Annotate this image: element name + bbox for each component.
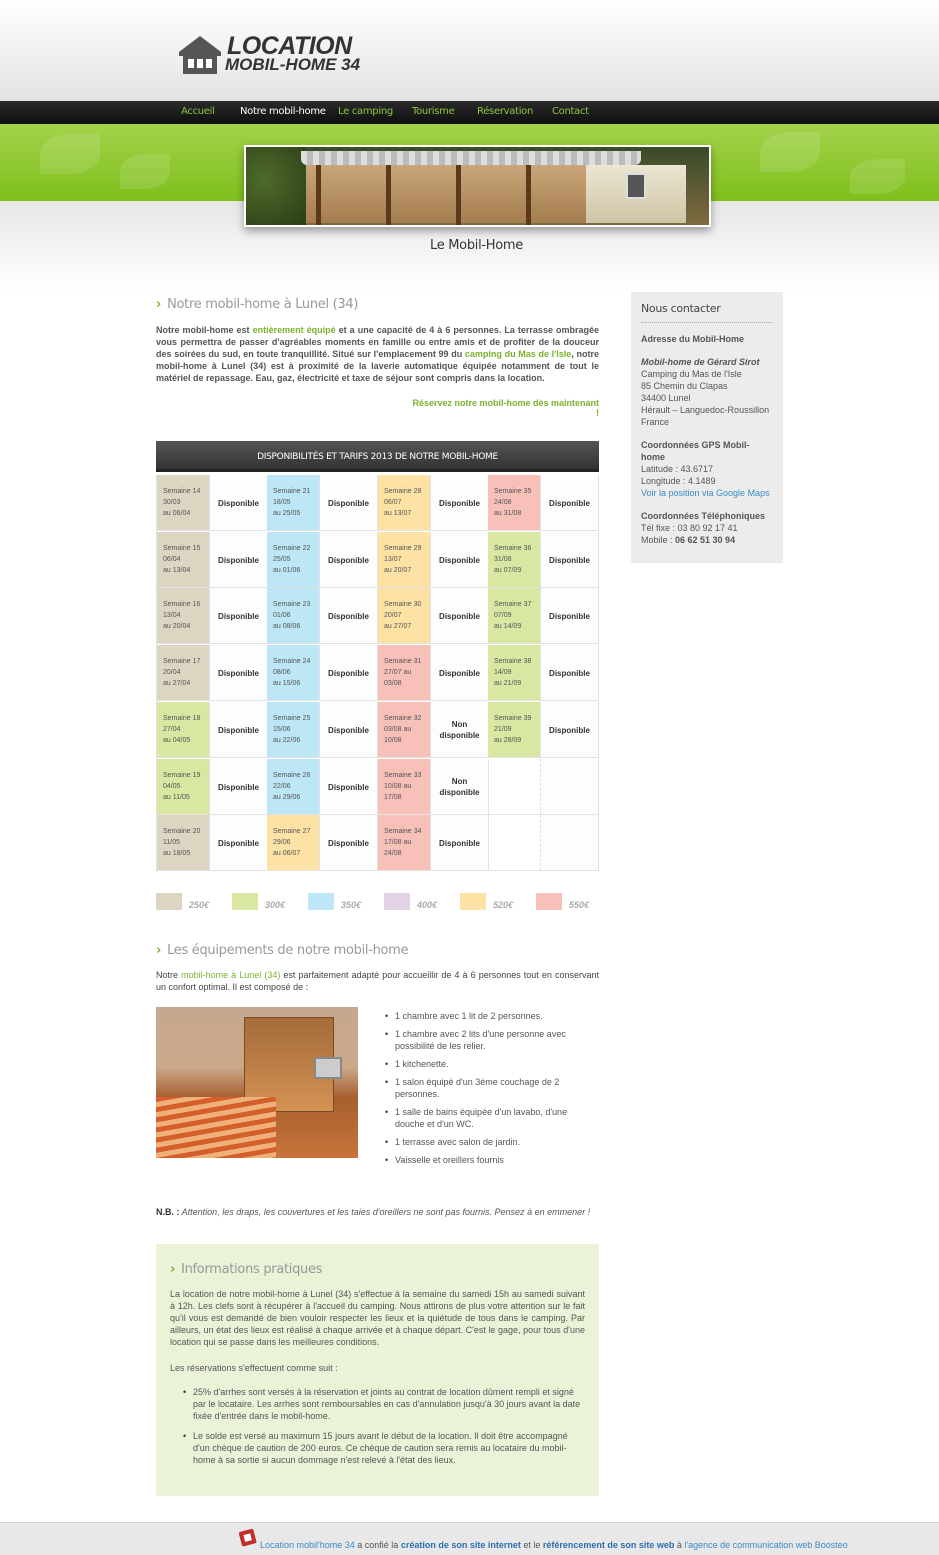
status-cell xyxy=(210,588,268,644)
info-heading-text: Informations pratiques xyxy=(181,1262,323,1277)
week-from: 07/09 xyxy=(494,612,512,619)
status-cell xyxy=(431,759,489,815)
legend-price: 520€ xyxy=(493,900,514,910)
nav-accueil[interactable]: Accueil xyxy=(181,106,215,117)
terrace-post xyxy=(316,165,321,225)
status-cell xyxy=(320,702,378,758)
week-week: Semaine 16 xyxy=(163,601,201,608)
week-from: 13/04 xyxy=(163,612,181,619)
week-week: Semaine 37 xyxy=(494,601,532,608)
week-to: au 01/06 xyxy=(273,567,301,574)
hero-photo xyxy=(244,145,711,227)
week-week: Semaine 26 xyxy=(273,772,311,779)
week-from: 01/06 xyxy=(273,612,291,619)
address-line: 34400 Lunel xyxy=(641,393,691,403)
week-to: au 04/05 xyxy=(163,737,191,744)
status-cell xyxy=(431,532,489,588)
owner-name: Mobil-home de Gérard Sirot xyxy=(641,357,760,367)
week-from: 27/07 au xyxy=(384,669,412,676)
week-to: au 06/04 xyxy=(163,510,191,517)
week-to: 17/08 xyxy=(384,794,402,801)
contact-sidebar xyxy=(631,292,783,563)
status-cell xyxy=(320,475,378,531)
equipment-text: Notre xyxy=(156,970,182,980)
nb-text: Attention, les draps, les couvertures et les taies d'oreillers ne sont pas fournis. Pensez à en emmener ! xyxy=(179,1207,591,1217)
week-week: Semaine 21 xyxy=(273,488,311,495)
week-from: 30/03 xyxy=(163,499,181,506)
week-from: 27/04 xyxy=(163,726,181,733)
equipment-text: est parfaitement adapté pour accueillir de 4 à 6 personnes tout en conservant un confort optimal. Il est composé de : xyxy=(156,970,599,992)
week-to: au 27/04 xyxy=(163,680,191,687)
status-cell xyxy=(541,645,599,701)
logo-line-2: MOBIL-HOME 34 xyxy=(225,55,361,74)
week-cell xyxy=(267,759,320,815)
week-cell xyxy=(488,815,541,871)
week-cell xyxy=(267,475,320,531)
nav-le-camping[interactable]: Le camping xyxy=(338,106,393,117)
intro-text: , notre mobil-home à Lunel (34) est à proximité de la laverie automatique équipée notamment de tout le matériel de repassage. Eau, gaz, électricité et taxe de séjour sont compris dans la location. xyxy=(156,349,599,383)
site-footer xyxy=(0,1522,939,1555)
leaf-decoration xyxy=(760,132,820,172)
legend-swatch xyxy=(384,893,410,910)
status-cell xyxy=(210,702,268,758)
week-week: Semaine 35 xyxy=(494,488,532,495)
week-week: Semaine 17 xyxy=(163,658,201,665)
status-cell xyxy=(210,645,268,701)
week-week: Semaine 14 xyxy=(163,488,201,495)
week-from: 11/05 xyxy=(163,839,180,846)
intro-text: et a une capacité de 4 à 6 personnes. La terrasse ombragée vous permettra de passer d'agréables moments en famille ou entre amis et de profiter de la douceur des soirées du sud, en toute tranquillité. Situé sur l'emplacement 99 du xyxy=(156,325,599,359)
week-from: 03/08 au xyxy=(384,726,412,733)
status-cell xyxy=(320,532,378,588)
week-from: 17/08 au xyxy=(384,839,412,846)
equipment-list xyxy=(385,1010,595,1172)
equipment-heading xyxy=(156,943,408,958)
week-cell xyxy=(378,815,431,871)
info-heading xyxy=(170,1262,322,1277)
availability-status: Disponible xyxy=(218,783,259,792)
week-cell xyxy=(267,815,320,871)
latitude: Latitude : 43.6717 xyxy=(641,464,714,474)
week-to: au 31/08 xyxy=(494,510,522,517)
footer-text: a confié la xyxy=(354,1540,401,1550)
awning-shape xyxy=(301,151,641,165)
week-from: 14/09 xyxy=(494,669,512,676)
week-from: 21/09 xyxy=(494,726,512,733)
week-week: Semaine 22 xyxy=(273,545,311,552)
equipment-intro xyxy=(156,969,599,993)
availability-status: Disponible xyxy=(328,669,369,678)
list-item: • 1 salon équipé d'un 3ème couchage de 2 personnes. xyxy=(385,1076,595,1100)
footer-seo-link[interactable]: référencement de son site web xyxy=(542,1540,675,1550)
leaf-decoration xyxy=(850,159,905,194)
week-cell xyxy=(157,475,210,531)
nb-label: N.B. : xyxy=(156,1207,180,1217)
availability-grid xyxy=(156,475,599,872)
legend-swatch xyxy=(536,893,562,910)
week-cell xyxy=(267,702,320,758)
week-week: Semaine 30 xyxy=(384,601,422,608)
leaf-decoration xyxy=(120,154,170,189)
week-to: 10/08 xyxy=(384,737,402,744)
week-to: au 27/07 xyxy=(384,623,412,630)
week-week: Semaine 31 xyxy=(384,658,422,665)
legend-swatch xyxy=(232,893,258,910)
week-cell xyxy=(157,588,210,644)
week-week: Semaine 23 xyxy=(273,601,311,608)
legend-swatch xyxy=(308,893,334,910)
nav-contact[interactable]: Contact xyxy=(552,106,589,117)
week-to: 03/08 xyxy=(384,680,402,687)
footer-agency-link[interactable]: l'agence de communication web Boosteo xyxy=(684,1540,848,1550)
availability-status: Disponible xyxy=(549,556,590,565)
status-cell xyxy=(320,759,378,815)
week-week: Semaine 36 xyxy=(494,545,532,552)
equipment-heading-text: Les équipements de notre mobil-home xyxy=(167,943,409,958)
week-from: 08/06 xyxy=(273,669,291,676)
mobile-line xyxy=(641,534,773,546)
address-line: 85 Chemin du Clapas xyxy=(641,381,728,391)
chevron-right-icon: › xyxy=(156,297,162,312)
week-from: 31/08 xyxy=(494,556,512,563)
list-item: • 1 kitchenette. xyxy=(385,1058,595,1070)
availability-status: Disponible xyxy=(439,612,480,621)
info-paragraph: Les réservations s'effectuent comme suit : xyxy=(170,1363,338,1373)
week-to: au 25/05 xyxy=(273,510,301,517)
week-week: Semaine 34 xyxy=(384,828,422,835)
mobile-number: 06 62 51 30 94 xyxy=(675,535,736,545)
week-cell xyxy=(378,532,431,588)
week-from: 06/07 xyxy=(384,499,402,506)
address-title: Adresse du Mobil-Home xyxy=(641,334,745,344)
week-to: au 11/05 xyxy=(163,794,190,801)
status-cell xyxy=(210,759,268,815)
google-maps-link[interactable]: Voir la position via Google Maps xyxy=(641,488,770,498)
list-item: • 1 chambre avec 2 lits d'une personne avec possibilité de les relier. xyxy=(385,1028,595,1052)
week-to: au 20/07 xyxy=(384,567,412,574)
week-to: au 13/04 xyxy=(163,567,191,574)
chevron-right-icon: › xyxy=(156,943,162,958)
reserve-link[interactable]: Réservez notre mobil-home dès maintenant ! xyxy=(412,398,599,418)
status-cell xyxy=(541,588,599,644)
availability-status: Disponible xyxy=(218,499,259,508)
list-item: • 25% d'arrhes sont versés à la réservation et joints au contrat de location dûment rempli et signé par le locataire. Les arrhes sont remboursables en cas d'annulation jusqu'à 30 jours avant la date fixée d'entrée dans le mobil-home. xyxy=(193,1386,585,1422)
list-item: • 1 chambre avec 1 lit de 2 personnes. xyxy=(385,1010,595,1022)
status-cell xyxy=(541,532,599,588)
week-from: 20/04 xyxy=(163,669,181,676)
availability-status: Disponible xyxy=(218,612,259,621)
status-cell xyxy=(431,475,489,531)
week-from: 06/04 xyxy=(163,556,181,563)
availability-status: Disponible xyxy=(218,669,259,678)
availability-status: Disponible xyxy=(439,669,480,678)
week-cell xyxy=(378,588,431,644)
footer-text: et le xyxy=(520,1540,543,1550)
week-to: au 22/06 xyxy=(273,737,301,744)
week-cell xyxy=(488,475,541,531)
week-from: 15/06 xyxy=(273,726,291,733)
availability-status: Disponible xyxy=(218,556,259,565)
intro-paragraph xyxy=(156,324,599,384)
week-to: au 14/09 xyxy=(494,623,522,630)
window-shape xyxy=(626,173,646,199)
status-cell xyxy=(541,702,599,758)
logo-line-1: LOCATION xyxy=(227,32,352,60)
week-cell xyxy=(267,645,320,701)
availability-status: Disponible xyxy=(328,726,369,735)
list-item: • Vaisselle et oreillers fournis xyxy=(385,1154,595,1166)
week-week: Semaine 39 xyxy=(494,715,532,722)
availability-status: Disponible xyxy=(549,612,590,621)
legend-price: 550€ xyxy=(569,900,590,910)
nav-tourisme[interactable]: Tourisme xyxy=(412,106,455,117)
week-cell xyxy=(157,759,210,815)
week-to: au 15/06 xyxy=(273,680,301,687)
status-cell xyxy=(541,759,599,815)
address-line: Camping du Mas de l'Isle xyxy=(641,369,742,379)
interior-photo xyxy=(156,1007,358,1158)
week-from: 04/05 xyxy=(163,783,181,790)
landline: Tél fixe : 03 80 92 17 41 xyxy=(641,523,738,533)
footer-creation-link[interactable]: création de son site internet xyxy=(400,1540,521,1550)
week-week: Semaine 19 xyxy=(163,772,201,779)
week-to: au 13/07 xyxy=(384,510,412,517)
terrace-post xyxy=(386,165,391,225)
legend-price: 350€ xyxy=(341,900,362,910)
status-cell xyxy=(431,815,489,871)
nb-note xyxy=(156,1206,599,1218)
week-from: 10/08 au xyxy=(384,783,412,790)
status-cell xyxy=(541,475,599,531)
legend-price: 250€ xyxy=(189,900,210,910)
main-navigation xyxy=(0,101,939,124)
availability-status: Disponible xyxy=(549,499,590,508)
week-cell xyxy=(378,475,431,531)
availability-status: Non disponible xyxy=(439,720,480,740)
logo[interactable] xyxy=(177,34,387,76)
availability-status: Non disponible xyxy=(439,777,480,797)
week-cell xyxy=(378,645,431,701)
trees-shape xyxy=(246,147,306,227)
chevron-right-icon: › xyxy=(170,1262,176,1277)
week-cell xyxy=(267,588,320,644)
week-cell xyxy=(488,532,541,588)
week-week: Semaine 15 xyxy=(163,545,201,552)
availability-status: Disponible xyxy=(328,499,369,508)
availability-status: Disponible xyxy=(328,556,369,565)
week-week: Semaine 29 xyxy=(384,545,422,552)
status-cell xyxy=(210,815,268,871)
availability-status: Disponible xyxy=(328,839,369,848)
status-cell xyxy=(320,645,378,701)
boosteo-icon xyxy=(239,1527,257,1547)
week-week: Semaine 33 xyxy=(384,772,422,779)
week-from: 18/05 xyxy=(273,499,291,506)
intro-heading-text: Notre mobil-home à Lunel (34) xyxy=(167,297,359,312)
week-week: Semaine 20 xyxy=(163,828,201,835)
week-from: 25/05 xyxy=(273,556,291,563)
terrace-post xyxy=(456,165,461,225)
week-to: au 28/09 xyxy=(494,737,522,744)
status-cell xyxy=(541,815,599,871)
week-from: 20/07 xyxy=(384,612,402,619)
week-to: au 08/06 xyxy=(273,623,301,630)
legend-swatch xyxy=(460,893,486,910)
list-item: • Le solde est versé au maximum 15 jours avant le début de la location. Il doit être accompagné d'un chèque de caution de 200 euros. Ce chèque de caution sera remis au locataire du mobil-home à sa sortie si aucun dommage n'est relevé à l'état des lieux. xyxy=(193,1430,585,1466)
week-to: au 07/09 xyxy=(494,567,522,574)
page-title: Le Mobil-Home xyxy=(430,238,523,253)
list-item: • 1 terrasse avec salon de jardin. xyxy=(385,1136,595,1148)
status-cell xyxy=(320,588,378,644)
status-cell xyxy=(210,475,268,531)
legend-price: 300€ xyxy=(265,900,286,910)
nav-notre-mobil-home[interactable]: Notre mobil-home xyxy=(240,106,326,117)
legend-price: 400€ xyxy=(417,900,438,910)
availability-status: Disponible xyxy=(218,839,259,848)
week-to: 24/08 xyxy=(384,850,402,857)
week-week: Semaine 24 xyxy=(273,658,311,665)
availability-status: Disponible xyxy=(218,726,259,735)
gps-title: Coordonnées GPS Mobil-home xyxy=(641,440,750,462)
site-header xyxy=(0,0,939,101)
longitude: Longitude : 4.1489 xyxy=(641,476,716,486)
intro-heading xyxy=(156,297,358,312)
availability-table-title: DISPONIBILITÉS ET TARIFS 2013 DE NOTRE MOBIL-HOME xyxy=(156,441,599,472)
camping-link[interactable]: camping du Mas de l'Isle xyxy=(464,349,572,359)
week-to: au 29/06 xyxy=(273,794,301,801)
availability-status: Disponible xyxy=(328,612,369,621)
week-week: Semaine 38 xyxy=(494,658,532,665)
status-cell xyxy=(431,702,489,758)
status-cell xyxy=(431,588,489,644)
week-cell xyxy=(378,702,431,758)
week-from: 13/07 xyxy=(384,556,402,563)
terrace-post xyxy=(526,165,531,225)
status-cell xyxy=(431,645,489,701)
status-cell xyxy=(320,815,378,871)
sidebar-title: Nous contacter xyxy=(641,302,773,323)
footer-credit xyxy=(260,1540,848,1550)
bed-shape xyxy=(156,1097,276,1158)
week-from: 29/06 xyxy=(273,839,291,846)
week-to: au 18/05 xyxy=(163,850,191,857)
week-week: Semaine 28 xyxy=(384,488,422,495)
week-cell xyxy=(157,645,210,701)
availability-status: Disponible xyxy=(549,669,590,678)
availability-status: Disponible xyxy=(549,726,590,735)
week-to: au 06/07 xyxy=(273,850,301,857)
footer-site-link[interactable]: Location mobil'home 34 xyxy=(260,1540,355,1550)
status-cell xyxy=(210,532,268,588)
info-list xyxy=(193,1386,585,1474)
week-cell xyxy=(488,588,541,644)
price-legend xyxy=(156,893,599,913)
equipped-link[interactable]: entièrement équipé xyxy=(252,325,336,335)
week-to: au 21/09 xyxy=(494,680,522,687)
week-cell xyxy=(488,645,541,701)
week-cell xyxy=(488,702,541,758)
week-week: Semaine 18 xyxy=(163,715,201,722)
week-week: Semaine 25 xyxy=(273,715,311,722)
week-from: 22/06 xyxy=(273,783,291,790)
mobil-home-lunel-link[interactable]: mobil-home à Lunel (34) xyxy=(181,970,281,980)
week-cell xyxy=(157,815,210,871)
tv-shape xyxy=(314,1057,342,1079)
week-week: Semaine 27 xyxy=(273,828,311,835)
availability-status: Disponible xyxy=(439,839,480,848)
phone-title: Coordonnées Téléphoniques xyxy=(641,511,766,521)
week-cell xyxy=(267,532,320,588)
mobile-label: Mobile : xyxy=(641,535,676,545)
week-from: 24/08 xyxy=(494,499,512,506)
week-cell xyxy=(157,702,210,758)
nav-reservation[interactable]: Réservation xyxy=(477,106,534,117)
info-box xyxy=(156,1244,599,1496)
leaf-decoration xyxy=(40,134,100,174)
week-week: Semaine 32 xyxy=(384,715,422,722)
week-cell xyxy=(157,532,210,588)
house-icon xyxy=(177,34,223,76)
availability-status: Disponible xyxy=(328,783,369,792)
availability-status: Disponible xyxy=(439,499,480,508)
week-cell xyxy=(488,759,541,815)
intro-text: Notre mobil-home est xyxy=(156,325,253,335)
list-item: • 1 salle de bains équipée d'un lavabo, d'une douche et d'un WC. xyxy=(385,1106,595,1130)
info-paragraph: La location de notre mobil-home à Lunel (34) s'effectue à la semaine du samedi 15h au samedi suivant à 12h. Les clefs sont à récupérer à l'accueil du camping. Nous attirons de plus votre attention sur le fait qu'il vous est demandé de bien vouloir respecter les lieux et la quiétude de tous dans le camping. Par ailleurs, un état des lieux est réalisé à chaque arrivée et à chaque départ. C'est le gage, pour tous d'une location qui se passe dans les meilleures conditions. xyxy=(170,1289,585,1347)
availability-status: Disponible xyxy=(439,556,480,565)
week-cell xyxy=(378,759,431,815)
week-to: au 20/04 xyxy=(163,623,191,630)
footer-text: à xyxy=(674,1540,685,1550)
legend-swatch xyxy=(156,893,182,910)
address-line: France xyxy=(641,417,670,427)
address-line: Hérault – Languedoc-Roussillon xyxy=(641,405,770,415)
